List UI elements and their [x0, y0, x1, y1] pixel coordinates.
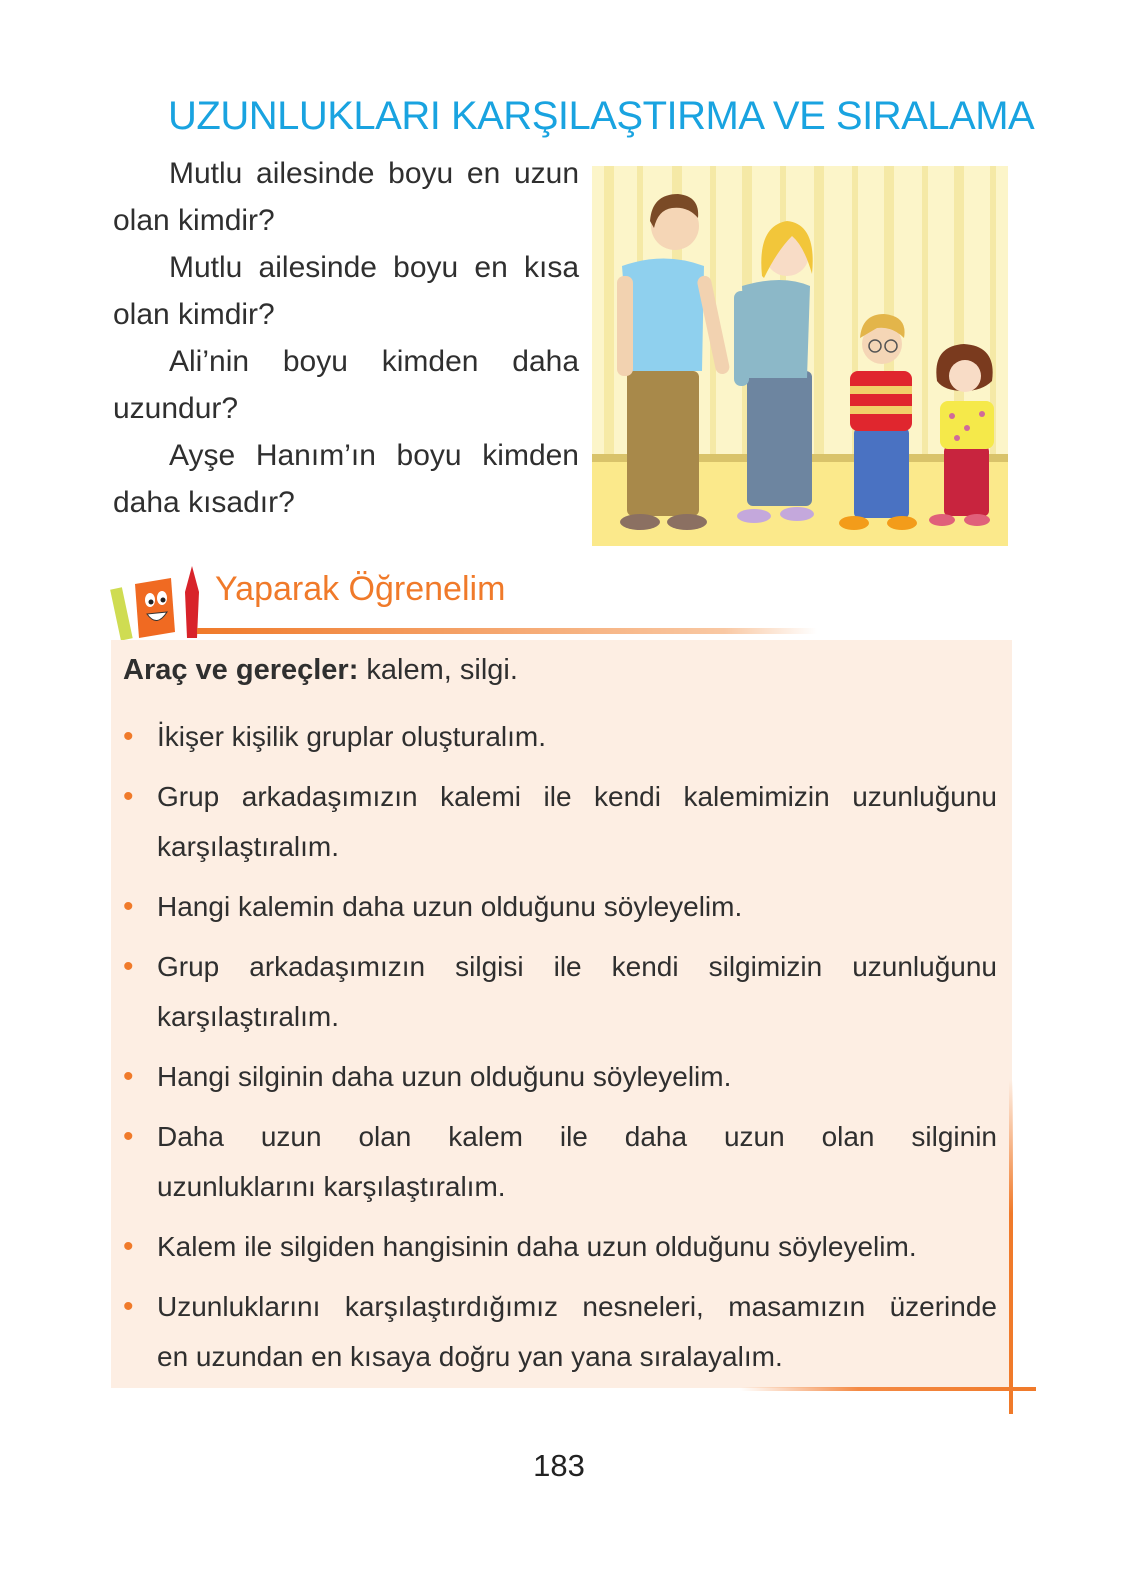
bullet-icon: •	[123, 780, 134, 813]
questions	[113, 150, 579, 526]
item-line: karşılaştıralım.	[157, 831, 340, 862]
list-item	[123, 712, 997, 762]
question-line: Ali’nin boyu kimden daha	[169, 345, 579, 378]
materials-label: Araç ve gereçler:	[123, 654, 359, 686]
decorative-vertical-line	[1009, 1080, 1013, 1414]
item-line: Hangi kalemin daha uzun olduğunu söyleyelim.	[157, 891, 743, 922]
list-item	[123, 1222, 997, 1272]
bullet-icon: •	[123, 890, 134, 923]
section-header	[105, 562, 825, 642]
question-line: uzundur?	[113, 392, 239, 425]
family-illustration	[592, 166, 1008, 546]
item-line: İkişer kişilik gruplar oluşturalım.	[157, 721, 546, 752]
page-title: UZUNLUKLARI KARŞILAŞTIRMA VE SIRALAMA	[168, 94, 1035, 138]
bullet-icon: •	[123, 1060, 134, 1093]
question-line: Mutlu ailesinde boyu en uzun	[169, 157, 579, 190]
decorative-horizontal-line	[740, 1387, 1036, 1391]
item-line: Uzunluklarını karşılaştırdığımız nesneleri, masamızın üzerinde	[157, 1291, 997, 1322]
page-number: 183	[533, 1448, 585, 1483]
item-line: Kalem ile silgiden hangisinin daha uzun olduğunu söyleyelim.	[157, 1231, 917, 1262]
section-title: Yaparak Öğrenelim	[215, 570, 506, 608]
item-line: Grup arkadaşımızın kalemi ile kendi kalemimizin uzunluğunu	[157, 781, 997, 812]
question-line: daha kısadır?	[113, 486, 295, 519]
bullet-icon: •	[123, 950, 134, 983]
question-line: Ayşe Hanım’ın boyu kimden	[169, 439, 579, 472]
item-line: Hangi silginin daha uzun olduğunu söyleyelim.	[157, 1061, 732, 1092]
item-line: en uzundan en kısaya doğru yan yana sıralayalım.	[157, 1341, 783, 1372]
list-item	[123, 1052, 997, 1102]
bullet-icon: •	[123, 720, 134, 753]
materials-line	[123, 654, 518, 687]
materials-value: kalem, silgi.	[358, 654, 518, 686]
item-line: Daha uzun olan kalem ile daha uzun olan silginin	[157, 1121, 997, 1152]
bullet-icon: •	[123, 1290, 134, 1323]
book-mascot-icon	[105, 562, 205, 642]
section-underline	[197, 628, 817, 634]
bullet-icon: •	[123, 1230, 134, 1263]
question-line: olan kimdir?	[113, 204, 275, 237]
item-line: Grup arkadaşımızın silgisi ile kendi silgimizin uzunluğunu	[157, 951, 997, 982]
list-item	[123, 882, 997, 932]
question-line: olan kimdir?	[113, 298, 275, 331]
bullet-icon: •	[123, 1120, 134, 1153]
list-item	[123, 1282, 997, 1382]
question-line: Mutlu ailesinde boyu en kısa	[169, 251, 579, 284]
list-item	[123, 772, 997, 872]
list-item	[123, 942, 997, 1042]
list-item	[123, 1112, 997, 1212]
item-line: uzunluklarını karşılaştıralım.	[157, 1171, 506, 1202]
item-line: karşılaştıralım.	[157, 1001, 340, 1032]
